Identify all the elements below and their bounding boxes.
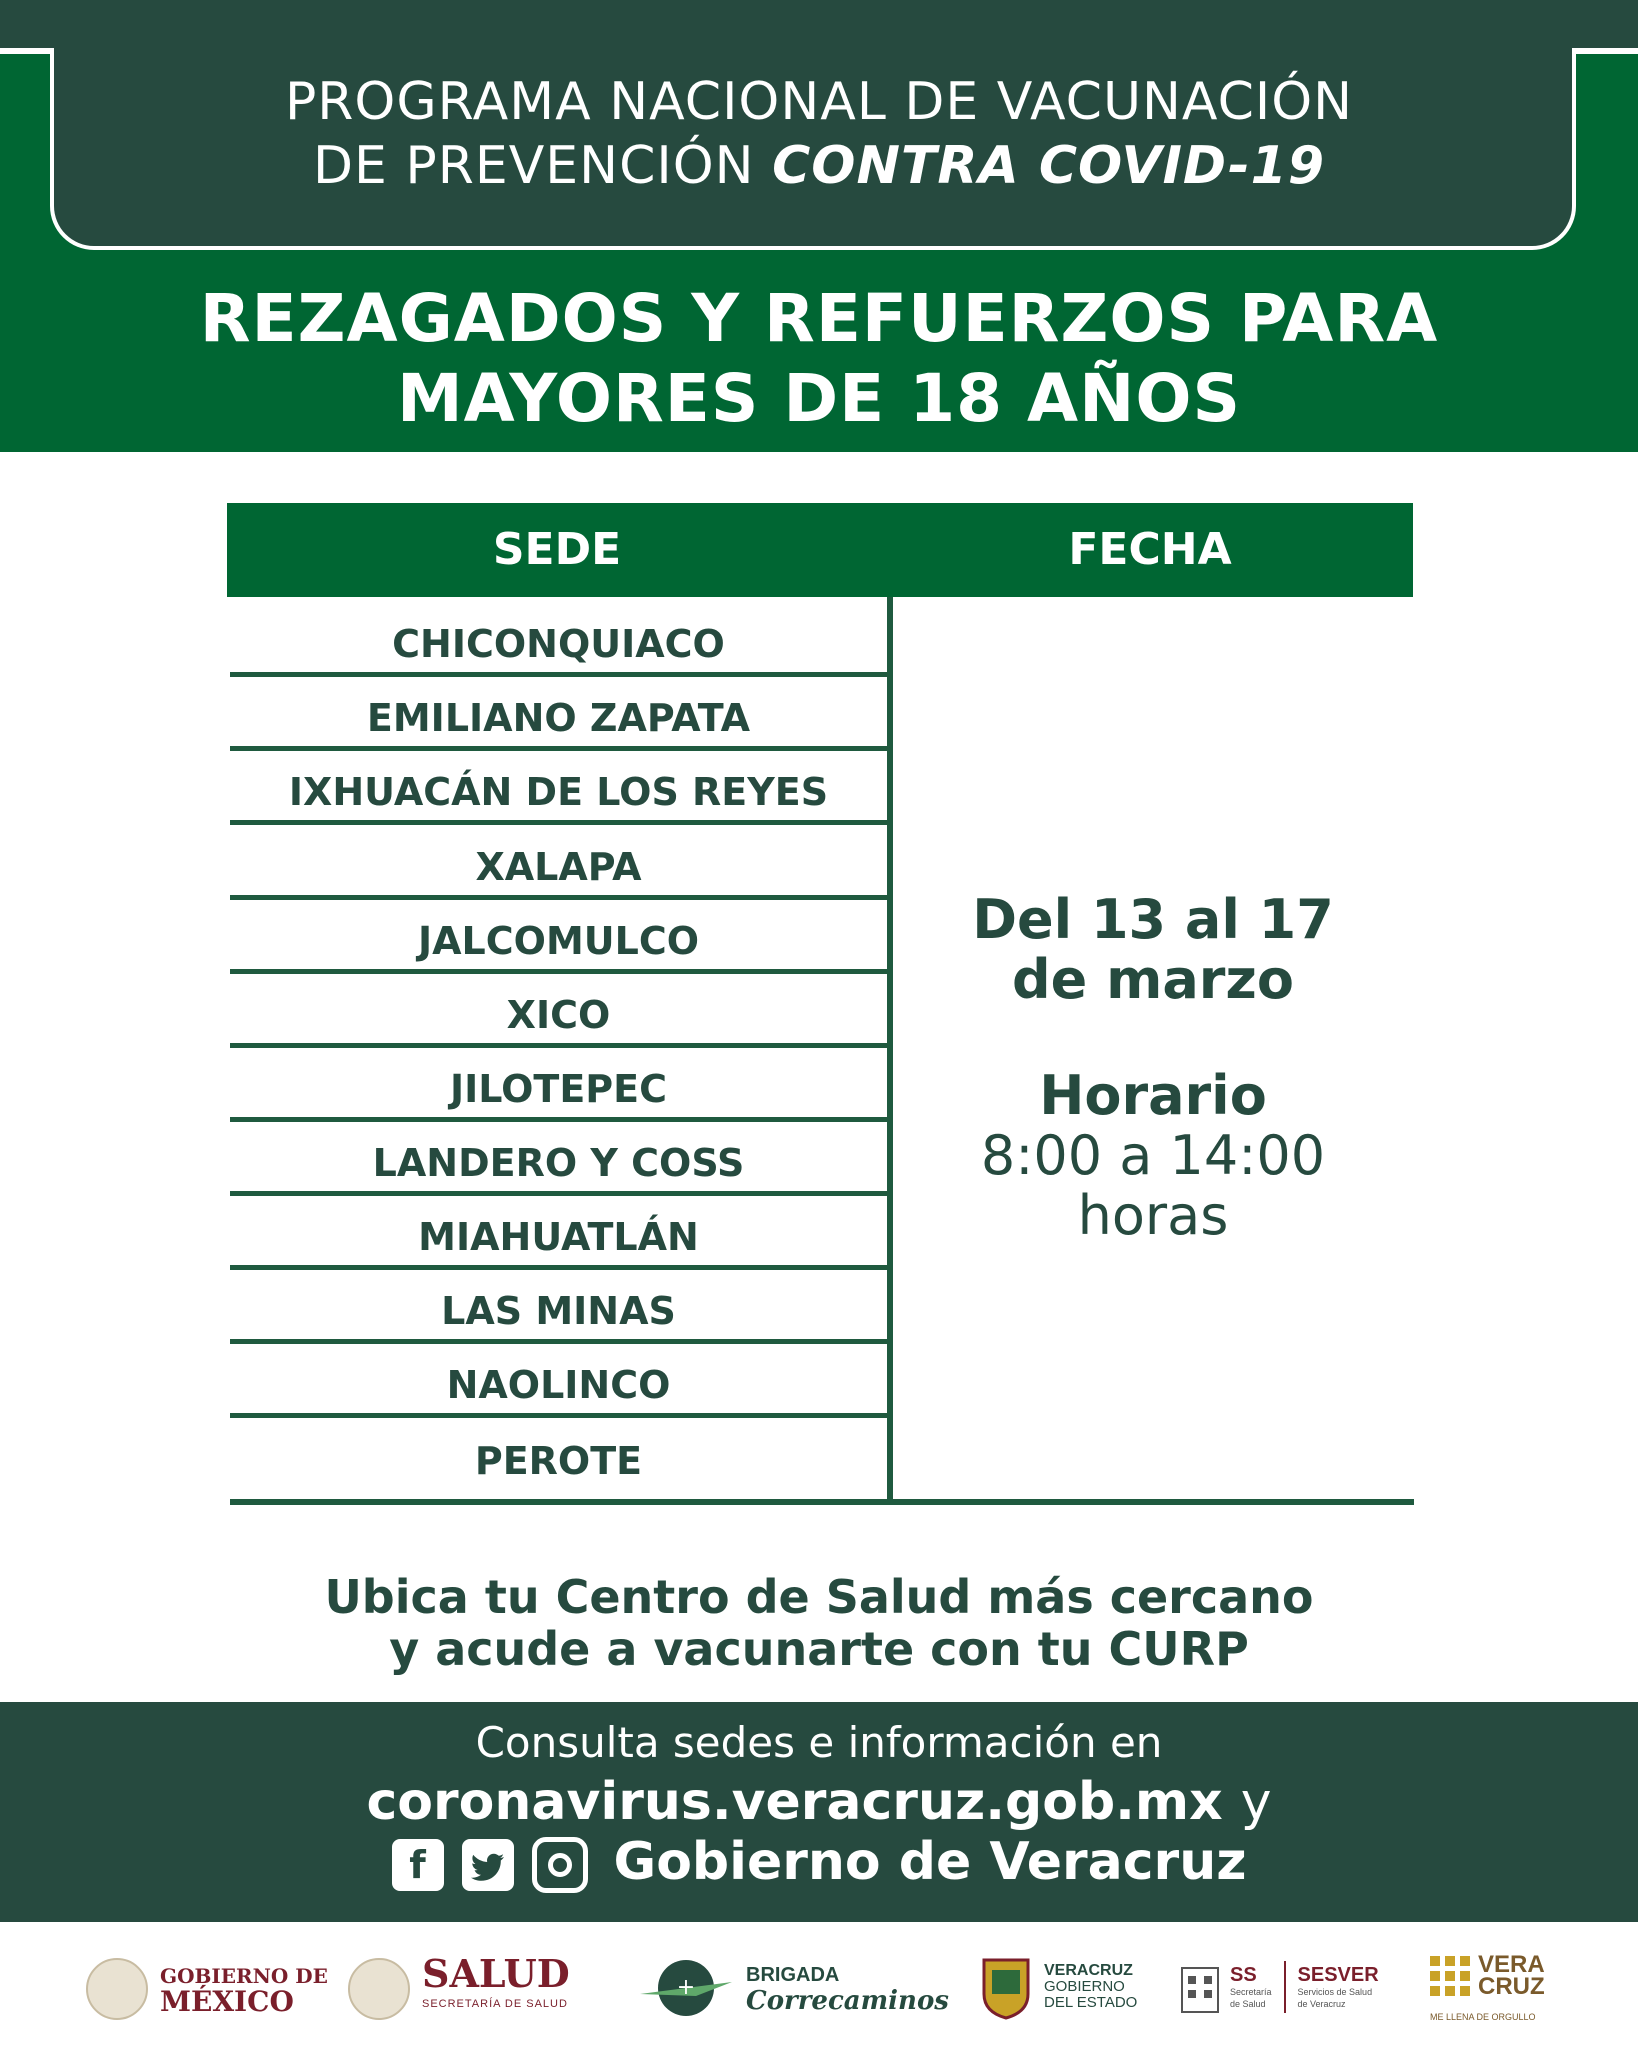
- table-row-sede: JILOTEPEC: [230, 1048, 887, 1122]
- table-bottom-rule: [230, 1499, 1414, 1505]
- logo-gobierno-mexico-line-1: GOBIERNO DE: [160, 1964, 328, 1988]
- twitter-bird-glyph: [471, 1853, 505, 1883]
- logo-veracruz-gobierno: [980, 1954, 1137, 2020]
- table-row-sede: XALAPA: [230, 826, 887, 900]
- logo-ss-line-3: de Salud: [1230, 1999, 1266, 2009]
- table-row-sede: LANDERO Y COSS: [230, 1122, 887, 1196]
- logo-veracruz-line-3: DEL ESTADO: [1044, 1994, 1138, 2011]
- logo-brigada-line-2: Correcaminos: [746, 1986, 949, 2016]
- horario-label: Horario: [1039, 1064, 1267, 1127]
- logo-sesver-line-1: SESVER: [1297, 1964, 1379, 1986]
- table-row-sede: LAS MINAS: [230, 1270, 887, 1344]
- instagram-icon[interactable]: [532, 1837, 588, 1893]
- coat-of-arms-icon: [86, 1958, 148, 2020]
- footer-social-line: [0, 1832, 1638, 1893]
- info-line-2: y acude a vacunarte con tu CURP: [389, 1622, 1249, 1676]
- logo-veracruz-line-2: GOBIERNO: [1044, 1978, 1125, 1995]
- logo-salud: [348, 1951, 570, 2020]
- footer-url-link[interactable]: coronavirus.veracruz.gob.mx: [366, 1772, 1223, 1832]
- logo-veracruz-orgullo-line-2: CRUZ: [1478, 1973, 1545, 2000]
- table-row-sede: CHICONQUIACO: [230, 603, 887, 677]
- logo-gobierno-mexico: [86, 1958, 328, 2020]
- program-title-line-2: [0, 136, 1638, 196]
- title-box-wing-left: [0, 48, 50, 54]
- footer-social-label: Gobierno de Veracruz: [613, 1832, 1247, 1892]
- logo-salud-text: [422, 1951, 570, 2019]
- info-line-1: Ubica tu Centro de Salud más cercano: [324, 1570, 1314, 1624]
- horario-time: 8:00 a 14:00: [980, 1124, 1326, 1187]
- logo-veracruz-orgullo: [1428, 1951, 1545, 2000]
- footer-url-suffix: y: [1240, 1772, 1272, 1832]
- logo-ss-sesver: [1178, 1958, 1379, 2016]
- table-row-sede: NAOLINCO: [230, 1344, 887, 1418]
- campaign-title-line-2: MAYORES DE 18 AÑOS: [396, 360, 1242, 437]
- logo-sesver-line-3: de Veracruz: [1297, 1999, 1346, 2009]
- twitter-icon[interactable]: [462, 1839, 514, 1891]
- logo-gobierno-mexico-line-2: MÉXICO: [160, 1985, 294, 2018]
- title-box-wing-right: [1576, 48, 1638, 54]
- table-row-sede: XICO: [230, 974, 887, 1048]
- coat-of-arms-icon: [348, 1958, 410, 2020]
- column-header-fecha: FECHA: [1068, 524, 1232, 575]
- table-row-sede: JALCOMULCO: [230, 900, 887, 974]
- veracruz-pattern-icon: [1428, 1954, 1472, 1998]
- logo-brigada-line-1: BRIGADA: [746, 1964, 840, 1986]
- logo-salud-line-1: SALUD: [422, 1951, 570, 1996]
- logo-gobierno-mexico-text: [160, 1963, 328, 2018]
- table-row-sede: MIAHUATLÁN: [230, 1196, 887, 1270]
- footer-consulta-text: Consulta sedes e información en: [475, 1718, 1163, 1767]
- logo-brigada-text: [746, 1962, 949, 2014]
- fecha-line-2: de marzo: [1012, 948, 1294, 1011]
- logo-ss-line-2: Secretaría: [1230, 1987, 1272, 1997]
- horario-unit: horas: [1077, 1184, 1229, 1247]
- fecha-line-1: Del 13 al 17: [972, 888, 1334, 951]
- logo-divider: [1284, 1961, 1286, 2013]
- logo-ss-text: [1230, 1964, 1272, 2010]
- program-title-line-1: PROGRAMA NACIONAL DE VACUNACIÓN: [284, 72, 1354, 132]
- facebook-icon[interactable]: f: [392, 1839, 444, 1891]
- campaign-title-line-1: REZAGADOS Y REFUERZOS PARA: [199, 280, 1439, 357]
- logo-veracruz-text: [1044, 1963, 1137, 2011]
- logo-veracruz-orgullo-tagline: ME LLENA DE ORGULLO: [1430, 2012, 1536, 2022]
- logo-brigada-correcaminos: [636, 1956, 949, 2020]
- logo-veracruz-orgullo-line-1: VERA: [1478, 1951, 1545, 1978]
- footer-url-line: [0, 1772, 1638, 1832]
- table-row-sede: PEROTE: [474, 1439, 643, 1483]
- table-row-sede: IXHUACÁN DE LOS REYES: [230, 751, 887, 825]
- logo-salud-line-2: SECRETARÍA DE SALUD: [422, 1998, 568, 2010]
- ss-building-icon: [1178, 1958, 1222, 2016]
- table-row-sede: EMILIANO ZAPATA: [230, 677, 887, 751]
- column-header-sede: SEDE: [492, 524, 622, 575]
- program-title-bold: CONTRA COVID-19: [772, 136, 1326, 196]
- logo-sesver-text: [1298, 1964, 1379, 2010]
- fecha-cell: [893, 890, 1413, 1246]
- header-top-strip: [0, 0, 1638, 48]
- logo-ss-line-1: SS: [1230, 1964, 1257, 1986]
- logo-sesver-line-2: Servicios de Salud: [1297, 1987, 1373, 1997]
- roadrunner-icon: [636, 1956, 736, 2020]
- veracruz-shield-icon: [980, 1954, 1032, 2020]
- logo-veracruz-orgullo-text: [1478, 1951, 1545, 2000]
- svg-text:+: +: [676, 1975, 696, 2000]
- fecha-dates: [893, 890, 1413, 1010]
- program-title-normal: DE PREVENCIÓN: [312, 136, 755, 196]
- logo-veracruz-line-1: VERACRUZ: [1044, 1962, 1133, 1979]
